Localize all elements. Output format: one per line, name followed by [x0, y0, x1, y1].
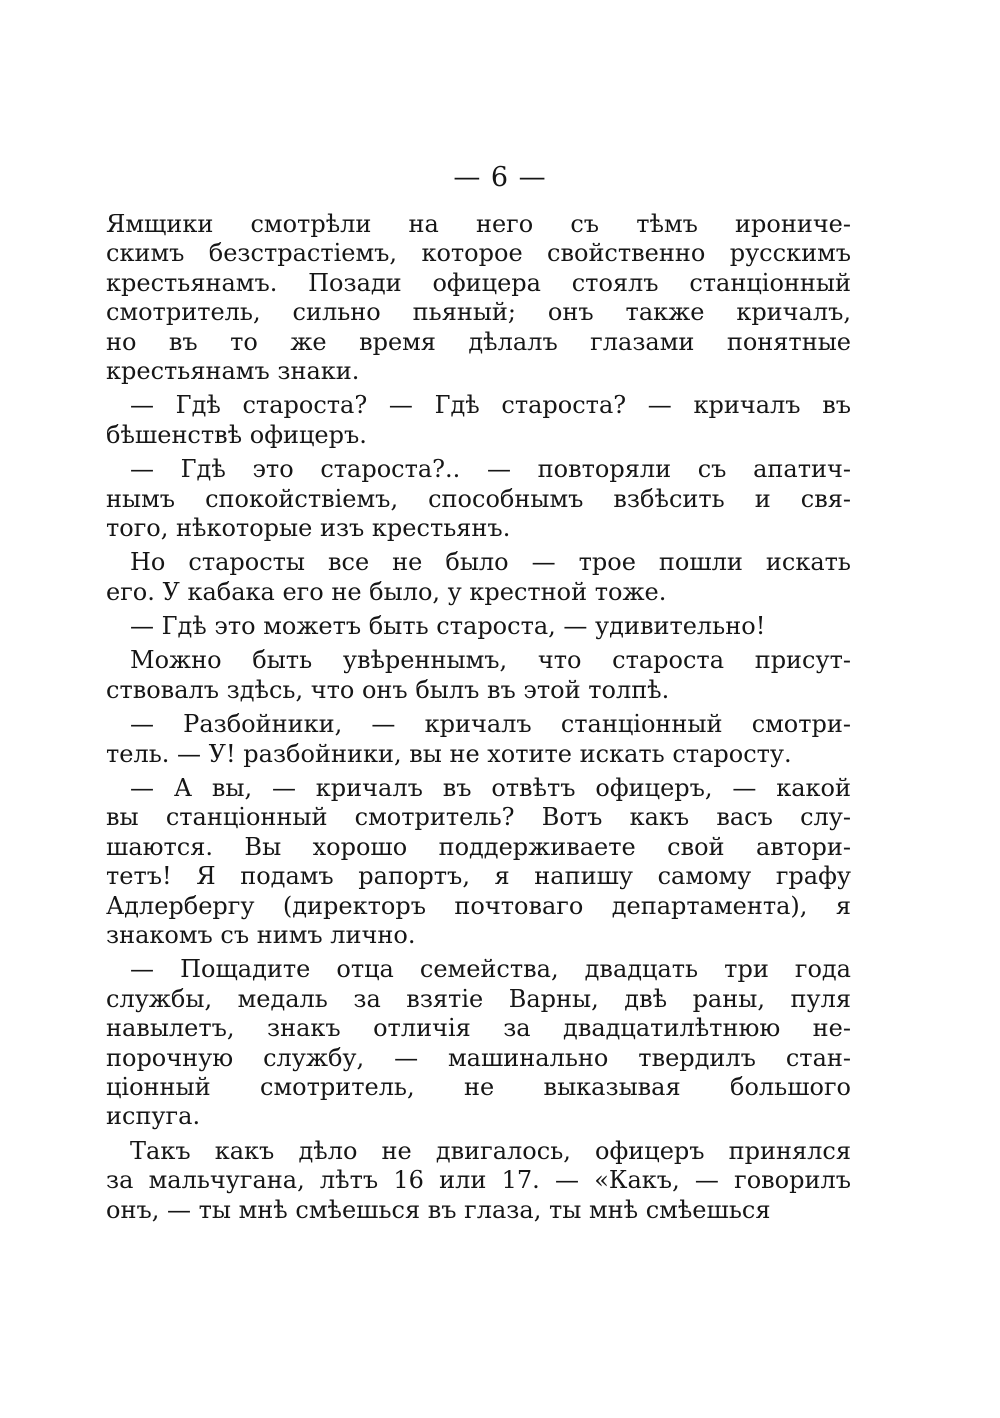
text-line: Можно быть увѣреннымъ, что староста присут- — [130, 646, 851, 675]
text-line: — Гдѣ староста? — Гдѣ староста? — кричалъ въ — [130, 391, 851, 420]
text-line: навылетъ, знакъ отличія за двадцатилѣтнюю не- — [106, 1014, 851, 1043]
body-text — [106, 210, 851, 1225]
text-line: Ямщики смотрѣли на него съ тѣмъ ирониче- — [106, 210, 851, 238]
text-line: порочную службу, — машинально твердилъ стан- — [106, 1043, 851, 1072]
text-line: Такъ какъ дѣло не двигалось, офицеръ принялся — [130, 1136, 851, 1165]
paragraph — [106, 391, 851, 450]
text-line: Но старосты все не было — трое пошли искать — [130, 548, 851, 577]
paragraph — [106, 1137, 851, 1225]
paragraph — [106, 774, 851, 950]
text-line: крестьянамъ. Позади офицера стоялъ станціонный — [106, 268, 851, 297]
text-line: того, нѣкоторые изъ крестьянъ. — [106, 513, 511, 542]
text-line: испуга. — [106, 1102, 201, 1131]
text-line: бѣшенствѣ офицеръ. — [106, 420, 367, 449]
text-line: — А вы, — кричалъ въ отвѣтъ офицеръ, — какой — [130, 774, 851, 803]
text-line: скимъ безстрастіемъ, которое свойственно русскимъ — [106, 239, 851, 268]
text-line: — Гдѣ это можетъ быть староста, — удивительно! — [130, 612, 766, 641]
text-line: — Разбойники, — кричалъ станціонный смотри- — [130, 710, 851, 739]
text-line: но въ то же время дѣлалъ глазами понятные — [106, 327, 851, 356]
paragraph — [106, 710, 851, 769]
text-line: ствовалъ здѣсь, что онъ былъ въ этой толпѣ. — [106, 675, 670, 704]
paragraph — [106, 646, 851, 705]
text-line: за мальчугана, лѣтъ 16 или 17. — «Какъ, — говорилъ — [106, 1166, 851, 1195]
text-line: Адлербергу (директоръ почтоваго департамента), я — [106, 891, 851, 920]
paragraph — [106, 455, 851, 543]
page-number: — 6 — — [453, 162, 547, 193]
text-line: онъ, — ты мнѣ смѣешься въ глаза, ты мнѣ смѣешься — [106, 1195, 771, 1224]
text-line: — Пощадите отца семейства, двадцать три года — [130, 955, 851, 984]
paragraph — [106, 210, 851, 386]
text-line: тель. — У! разбойники, вы не хотите искать старосту. — [106, 739, 792, 768]
paragraph — [106, 548, 851, 607]
text-line: его. У кабака его не было, у крестной тоже. — [106, 577, 667, 606]
text-line: вы станціонный смотритель? Вотъ какъ васъ слу- — [106, 803, 851, 832]
text-line: нымъ спокойствіемъ, способнымъ взбѣсить и свя- — [106, 484, 851, 513]
text-line: знакомъ съ нимъ лично. — [106, 920, 416, 949]
text-line: ціонный смотритель, не выказывая большого — [106, 1072, 851, 1101]
text-line: тетъ! Я подамъ рапортъ, я напишу самому графу — [106, 862, 851, 891]
paragraph — [106, 955, 851, 1131]
text-line: — Гдѣ это староста?.. — повторяли съ апатич- — [130, 455, 851, 484]
text-line: смотритель, сильно пьяный; онъ также кричалъ, — [106, 298, 851, 327]
text-line: шаются. Вы хорошо поддерживаете свой автори- — [106, 832, 851, 861]
paragraph — [106, 612, 851, 641]
text-line: крестьянамъ знаки. — [106, 356, 360, 385]
text-line: службы, медаль за взятіе Варны, двѣ раны, пуля — [106, 984, 851, 1013]
